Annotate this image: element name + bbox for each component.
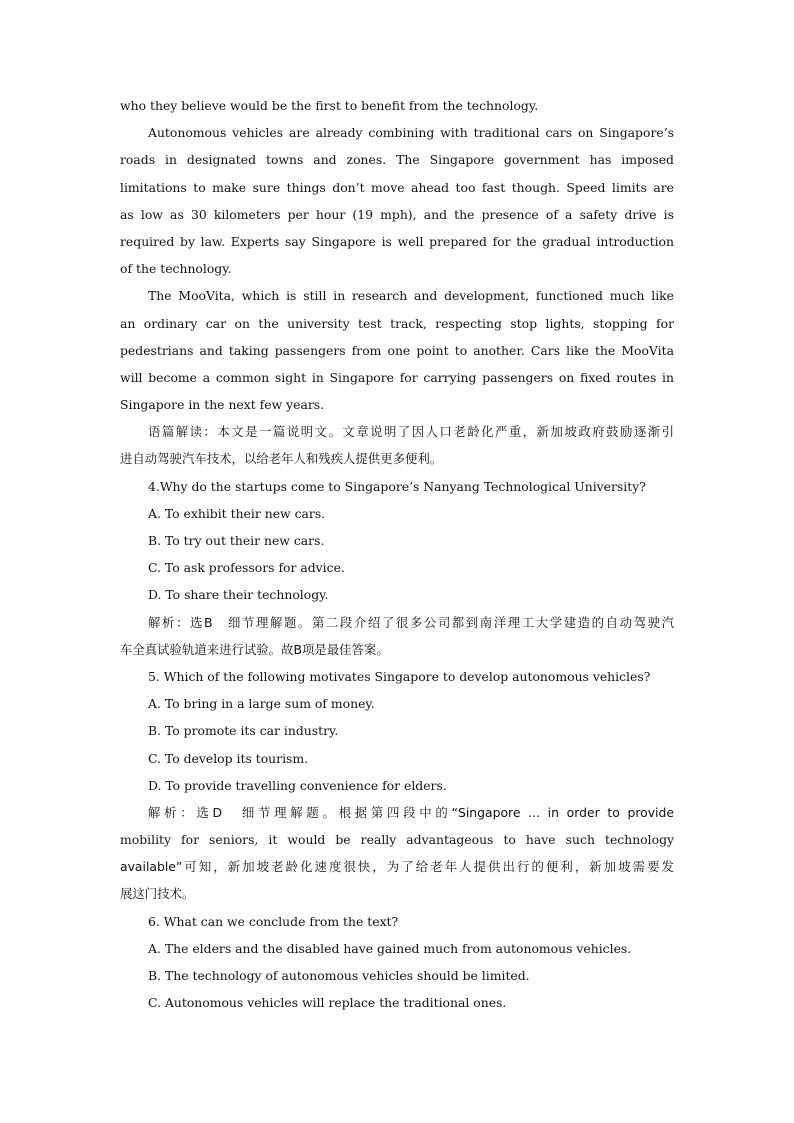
text-line: will become a common sight in Singapore for carrying passengers on fixed routes in	[120, 369, 674, 385]
text-line: 4.Why do the startups come to Singapore’s Nanyang Technological University?	[148, 478, 646, 494]
document-body	[120, 92, 674, 1016]
text-line: 5. Which of the following motivates Singapore to develop autonomous vehicles?	[148, 668, 651, 684]
text-line: pedestrians and taking passengers from one point to another. Cars like the MooVita	[120, 342, 674, 358]
text-line: of the technology.	[120, 261, 232, 277]
text-line: mobility for seniors, it would be really advantageous to have such technology	[120, 832, 674, 848]
text-line: B. To promote its car industry.	[148, 723, 339, 739]
text-line: an ordinary car on the university test track, respecting stop lights, stopping for	[120, 315, 674, 331]
text-line: D. To provide travelling convenience for elders.	[148, 777, 447, 793]
text-line: 进自动驾驶汽车技术，以给老年人和残疾人提供更多便利。	[120, 451, 443, 467]
text-line: who they believe would be the first to benefit from the technology.	[120, 98, 539, 113]
text-line: 解析：选B 细节理解题。第二段介绍了很多公司都到南洋理工大学建造的自动驾驶汽	[148, 614, 674, 630]
text-line: D. To share their technology.	[148, 587, 329, 603]
text-line: 车全真试验轨道来进行试验。故B项是最佳答案。	[120, 641, 389, 657]
text-line: C. To develop its tourism.	[148, 750, 309, 766]
text-line: B. To try out their new cars.	[148, 533, 325, 548]
text-line: roads in designated towns and zones. The Singapore government has imposed	[120, 152, 674, 168]
text-line: 解析：选D 细节理解题。根据第四段中的“Singapore ... in order to provide	[148, 804, 674, 820]
text-line: Autonomous vehicles are already combining with traditional cars on Singapore’s	[148, 125, 674, 141]
text-line: available”可知，新加坡老龄化速度很快，为了给老年人提供出行的便利，新加坡需要发	[120, 859, 674, 875]
text-line: Singapore in the next few years.	[120, 397, 325, 413]
text-line: as low as 30 kilometers per hour (19 mph), and the presence of a safety drive is	[120, 206, 674, 222]
text-line: B. The technology of autonomous vehicles should be limited.	[148, 968, 530, 983]
text-line: A. To bring in a large sum of money.	[148, 696, 375, 712]
text-line: The MooVita, which is still in research and development, functioned much like	[148, 288, 674, 304]
text-line: limitations to make sure things don’t move ahead too fast though. Speed limits are	[120, 179, 674, 195]
text-line: A. To exhibit their new cars.	[148, 505, 326, 521]
text-line: required by law. Experts say Singapore is well prepared for the gradual introduction	[120, 233, 674, 249]
text-line: 语篇解读：本文是一篇说明文。文章说明了因人口老龄化严重，新加坡政府鼓励逐渐引	[148, 424, 674, 440]
text-line: A. The elders and the disabled have gained much from autonomous vehicles.	[148, 940, 632, 956]
text-line: C. To ask professors for advice.	[148, 560, 345, 576]
text-line: C. Autonomous vehicles will replace the traditional ones.	[148, 995, 507, 1011]
text-line: 6. What can we conclude from the text?	[148, 913, 399, 929]
text-line: 展这门技术。	[120, 886, 195, 902]
